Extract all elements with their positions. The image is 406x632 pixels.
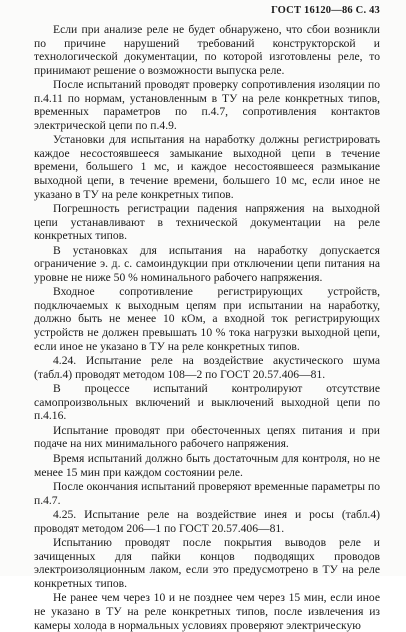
paragraph: Погрешность регистрации падения напряжения на выходной цепи устанавливают в технической документации на реле конкретных типов. bbox=[34, 202, 380, 243]
paragraph: После испытаний проводят проверку сопротивления изоляции по п.4.11 по нормам, установленным в ТУ на реле конкретных типов, временных параметров по п.4.7, сопротивления контактов электрической цепи по п.4.9. bbox=[34, 78, 380, 132]
paragraph: Испытанию проводят после покрытия выводов реле и зачищенных для пайки концов подводящих проводов электроизоляционным лаком, если это предусмотрено в ТУ на реле конкретных типов. bbox=[34, 536, 380, 590]
paragraph: Не ранее чем через 10 и не позднее чем через 15 мин, если иное не указано в ТУ на реле конкретных типов, после извлечения из камеры холода в нормальных условиях проверяют электрическую bbox=[34, 591, 380, 632]
paragraph: Если при анализе реле не будет обнаружено, что сбои возникли по причине нарушений требований конструкторской и технологической документации, по которой изготовлены реле, то принимают решение о возможности выпуска реле. bbox=[34, 23, 380, 77]
paragraph: 4.25. Испытание реле на воздействие инея и росы (табл.4) проводят методом 206—1 по ГОСТ 20.57.406—81. bbox=[34, 508, 380, 535]
paragraph: После окончания испытаний проверяют временные параметры по п.4.7. bbox=[34, 480, 380, 507]
document-body bbox=[34, 23, 380, 632]
paragraph: Испытание проводят при обесточенных цепях питания и при подаче на них минимального рабочего напряжения. bbox=[34, 423, 380, 451]
paragraph: Время испытаний должно быть достаточным для контроля, но не менее 15 мин при каждом состоянии реле. bbox=[34, 451, 380, 479]
page-header: ГОСТ 16120—86 С. 43 bbox=[271, 5, 380, 16]
paragraph: В установках для испытания на наработку допускается ограничение э. д. с. самоиндукции при отключении цепи питания на уровне не ниже 50 % номинального рабочего напряжения. bbox=[34, 243, 380, 284]
paragraph: В процессе испытаний контролируют отсутствие самопроизвольных включений и выключений выходной цепи по п.4.16. bbox=[34, 382, 380, 423]
paragraph: Входное сопротивление регистрирующих устройств, подключаемых к выходным цепям при испытании на наработку, должно быть не менее 10 кОм, а входной ток регистрирующих устройств не должен превышать 10 % тока нагрузки выходной цепи, если иное не указано в ТУ на реле конкретных типов. bbox=[34, 285, 380, 353]
paragraph: Установки для испытания на наработку должны регистрировать каждое несостоявшееся замыкание выходной цепи в течение времени, большего 1 мс, и каждое несостоявшееся размыкание выходной цепи, в течение времени, большего 10 мс, если иное не указано в ТУ на реле конкретных типов. bbox=[34, 133, 380, 201]
paragraph: 4.24. Испытание реле на воздействие акустического шума (табл.4) проводят методом 108—2 по ГОСТ 20.57.406—81. bbox=[34, 354, 380, 381]
